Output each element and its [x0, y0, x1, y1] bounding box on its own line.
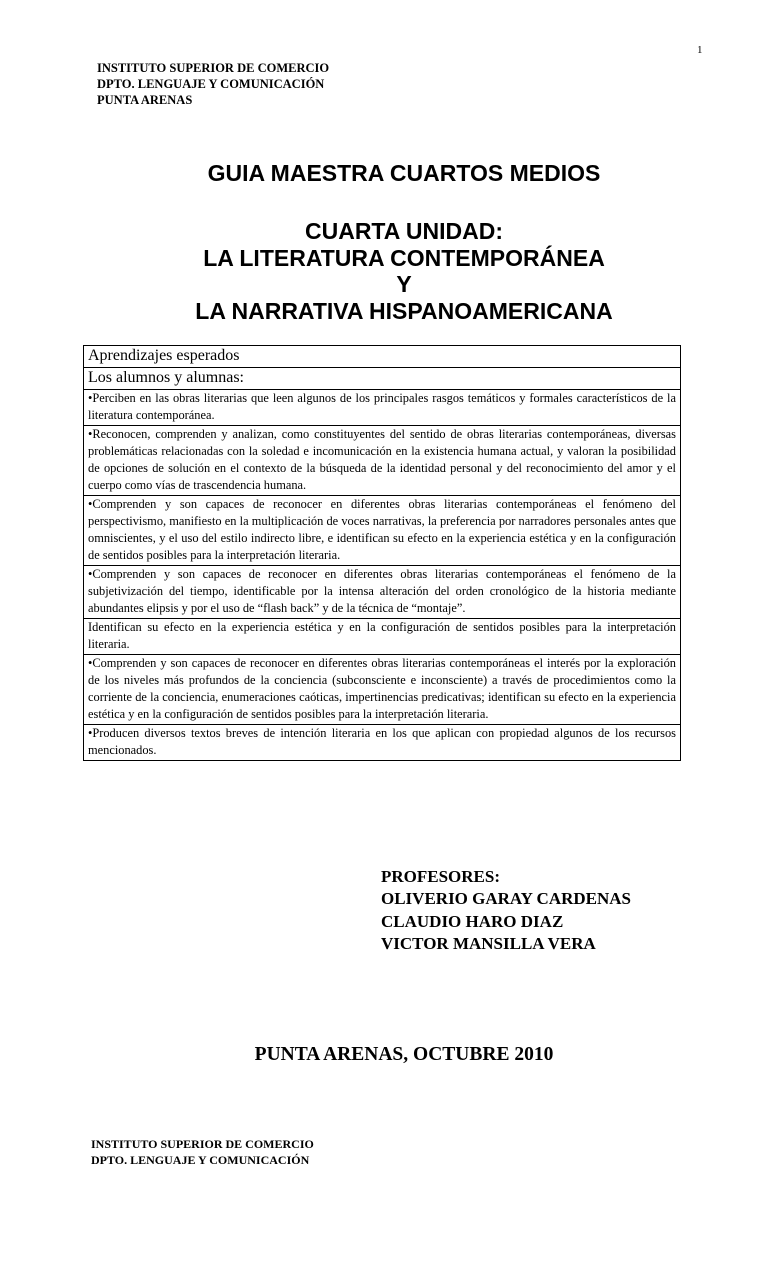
table-row [84, 390, 681, 426]
document-title: GUIA MAESTRA CUARTOS MEDIOS [207, 160, 601, 186]
unit-title-line: Y [396, 271, 412, 297]
city-name: PUNTA ARENAS [97, 93, 193, 107]
unit-title-line: CUARTA UNIDAD: [304, 218, 504, 244]
department-name: DPTO. LENGUAJE Y COMUNICACIÓN [97, 77, 325, 91]
objective-item: Identifican su efecto en la experiencia estética y en la configuración de sentidos posibles para la interpretación literaria. [84, 619, 681, 655]
institution-footer [91, 1136, 314, 1168]
footer-department-name: DPTO. LENGUAJE Y COMUNICACIÓN [91, 1153, 310, 1167]
institution-name: INSTITUTO SUPERIOR DE COMERCIO [97, 61, 330, 75]
unit-title [0, 218, 768, 324]
city-date: PUNTA ARENAS, OCTUBRE 2010 [254, 1044, 554, 1065]
table-row [84, 619, 681, 655]
table-row [84, 566, 681, 619]
objective-item: •Comprenden y son capaces de reconocer en diferentes obras literarias contemporáneas el fenómeno de la subjetivización del tiempo, identificable por la intensa alteración del orden cronológico de la historia mediante abundantes elipsis y por el uso de “flash back” y de la técnica de “montaje”. [84, 566, 681, 619]
table-row [84, 655, 681, 725]
teachers-label: PROFESORES: [381, 867, 501, 886]
objective-item: •Perciben en las obras literarias que leen algunos de los principales rasgos temáticos y formales característicos de la literatura contemporánea. [84, 390, 681, 426]
learning-objectives-table [83, 345, 681, 761]
table-row [84, 346, 681, 368]
table-row [84, 496, 681, 566]
unit-title-line: LA LITERATURA CONTEMPORÁNEA [203, 244, 605, 271]
teacher-name: OLIVERIO GARAY CARDENAS [381, 889, 632, 909]
objective-item: •Producen diversos textos breves de intención literaria en los que aplican con propiedad algunos de los recursos mencionados. [84, 725, 681, 761]
teacher-name: CLAUDIO HARO DIAZ [381, 911, 564, 931]
objective-item: •Comprenden y son capaces de reconocer en diferentes obras literarias contemporáneas el fenómeno del perspectivismo, manifiesto en la multiplicación de voces narrativas, la preferencia por narradores personales antes que omniscientes, y el uso del estilo indirecto libre, e identifican su efecto en la experiencia estética y en la configuración de sentidos posibles para la interpretación literaria. [84, 496, 681, 566]
table-row [84, 368, 681, 390]
table-subheading: Los alumnos y alumnas: [84, 368, 681, 390]
institution-header [97, 60, 329, 108]
unit-title-line: LA NARRATIVA HISPANOAMERICANA [195, 297, 613, 324]
teachers-block [381, 866, 631, 955]
objective-item: •Comprenden y son capaces de reconocer en diferentes obras literarias contemporáneas el interés por la exploración de los niveles más profundos de la conciencia (subconsciente e inconsciente) a través de procedimientos como la corriente de la conciencia, enumeraciones caóticas, impertinencias predicativas; identifican su efecto en la experiencia estética y en la configuración de sentidos posibles para la interpretación literaria. [84, 655, 681, 725]
table-row [84, 725, 681, 761]
objective-item: •Reconocen, comprenden y analizan, como constituyentes del sentido de obras literarias contemporáneas, diversas problemáticas relacionadas con la soledad e incomunicación en la existencia humana actual, y valoran la posibilidad de opciones de solución en el contexto de la búsqueda de la identidad personal y del reconocimiento del amor y el cuerpo como vías de trascendencia humana. [84, 426, 681, 496]
table-row [84, 426, 681, 496]
table-heading: Aprendizajes esperados [84, 346, 681, 368]
teacher-name: VICTOR MANSILLA VERA [381, 933, 596, 953]
page-number: 1 [697, 44, 703, 56]
footer-institution-name: INSTITUTO SUPERIOR DE COMERCIO [91, 1137, 314, 1151]
